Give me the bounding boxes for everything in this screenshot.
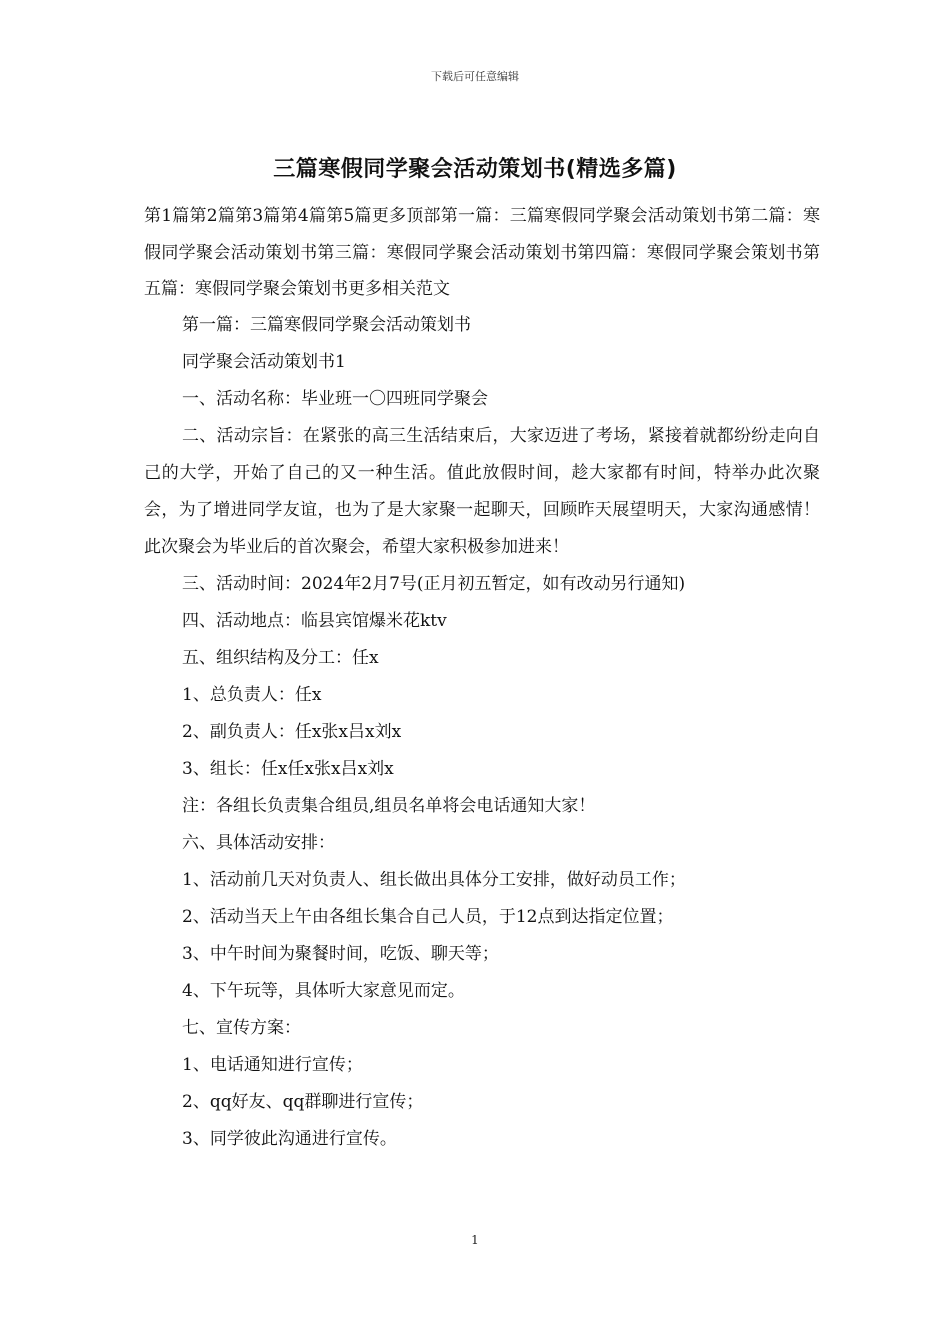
paragraph-schedule-heading: 六、具体活动安排：	[182, 833, 335, 853]
paragraph-general-lead: 1、总负责人：任x	[182, 685, 322, 705]
document-title: 三篇寒假同学聚会活动策划书(精选多篇)	[273, 157, 677, 182]
paragraph-plan-title: 同学聚会活动策划书1	[182, 352, 346, 372]
paragraph-schedule-item: 2、活动当天上午由各组长集合自己人员，于12点到达指定位置；	[182, 907, 674, 927]
header-note: 下载后可任意编辑	[431, 70, 519, 83]
paragraph-organization: 五、组织结构及分工：任x	[182, 648, 379, 668]
paragraph-schedule-item: 3、中午时间为聚餐时间，吃饭、聊天等；	[182, 944, 499, 964]
document-body	[144, 307, 820, 1158]
paragraph-activity-name: 一、活动名称：毕业班一〇四班同学聚会	[182, 389, 488, 409]
paragraph-promotion-item: 1、电话通知进行宣传；	[182, 1055, 363, 1075]
paragraph-activity-location: 四、活动地点：临县宾馆爆米花ktv	[182, 611, 447, 631]
paragraph-schedule-item: 1、活动前几天对负责人、组长做出具体分工安排，做好动员工作；	[182, 870, 686, 890]
paragraph-group-leaders: 3、组长：任x任x张x吕x刘x	[182, 759, 394, 779]
paragraph-promotion-heading: 七、宣传方案：	[182, 1018, 301, 1038]
paragraph-promotion-item: 3、同学彼此沟通进行宣传。	[182, 1129, 397, 1149]
paragraph-promotion-item: 2、qq好友、qq群聊进行宣传；	[182, 1092, 424, 1112]
paragraph-activity-time: 三、活动时间：2024年2月7号(正月初五暂定，如有改动另行通知)	[182, 574, 686, 594]
paragraph-note: 注：各组长负责集合组员,组员名单将会电话通知大家！	[182, 796, 596, 816]
paragraph-activity-purpose: 二、活动宗旨：在紧张的高三生活结束后，大家迈进了考场，紧接着就都纷纷走向自己的大学，开始了自己的又一种生活。值此放假时间，趁大家都有时间，特举办此次聚会，为了增进同学友谊，也为了是大家聚一起聊天，回顾昨天展望明天，大家沟通感情！此次聚会为毕业后的首次聚会，希望大家积极参加进来！	[144, 426, 820, 557]
table-of-contents: 第1篇第2篇第3篇第4篇第5篇更多顶部第一篇：三篇寒假同学聚会活动策划书第二篇：寒假同学聚会活动策划书第三篇：寒假同学聚会活动策划书第四篇：寒假同学聚会策划书第五篇：寒假同学聚会策划书更多相关范文	[144, 206, 820, 299]
paragraph-schedule-item: 4、下午玩等，具体听大家意见而定。	[182, 981, 465, 1001]
paragraph-deputy-lead: 2、副负责人：任x张x吕x刘x	[182, 722, 402, 742]
paragraph-section-heading: 第一篇：三篇寒假同学聚会活动策划书	[182, 315, 471, 335]
page-number: 1	[471, 1233, 479, 1247]
